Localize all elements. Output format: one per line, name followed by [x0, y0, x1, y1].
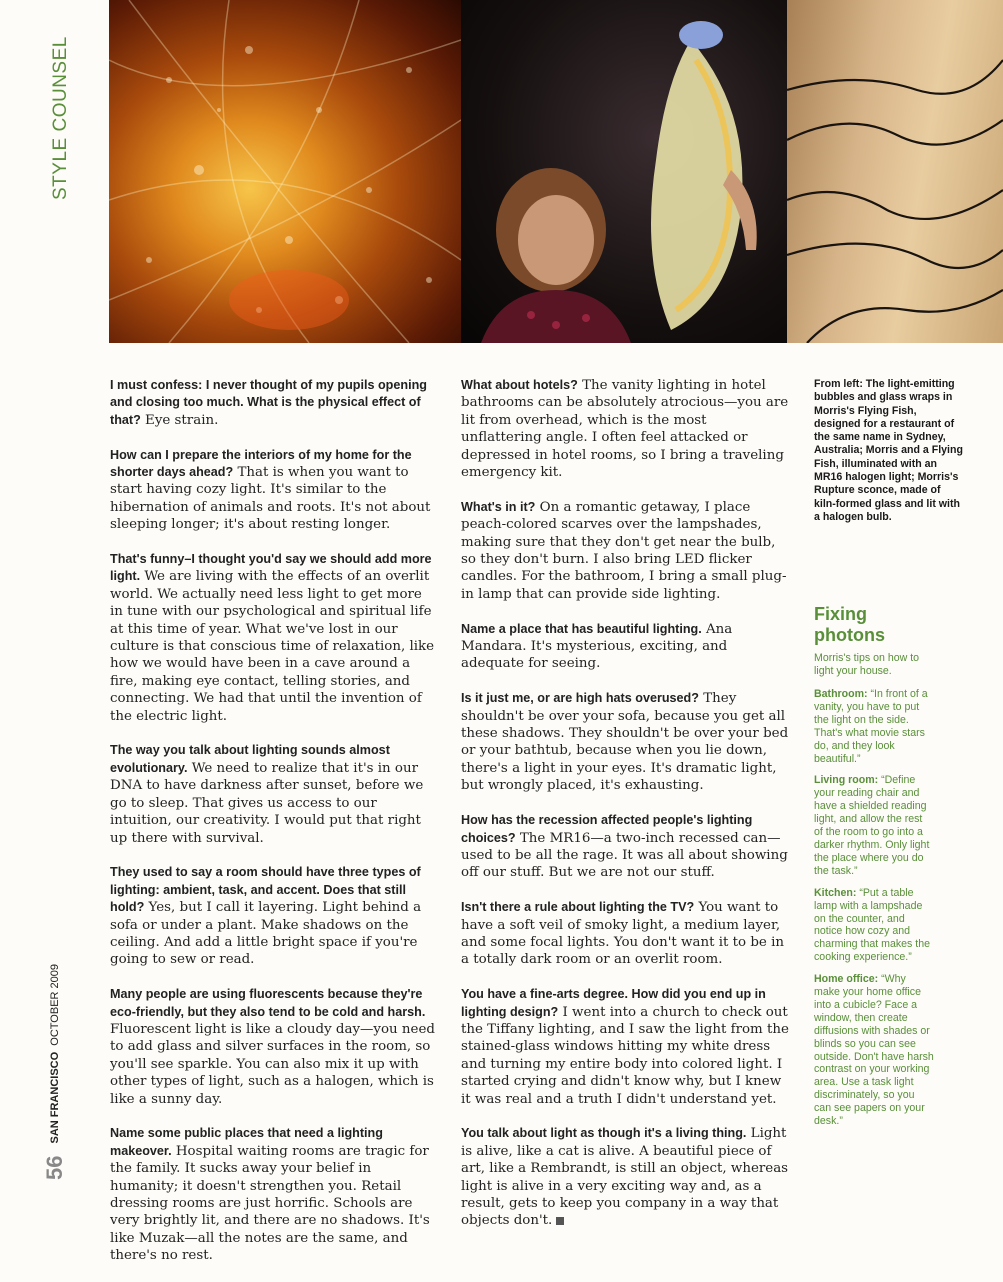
answer: The vanity lighting in hotel bathrooms can be absolutely atrocious—you are lit from overhead, which is the most unflattering angle. I often feel attacked or depressed in hotel rooms, so I bring a traveling emergency kit. — [461, 378, 789, 481]
end-mark — [556, 1217, 564, 1225]
sidebar-title: Fixing photons — [814, 604, 885, 645]
tip-text: “Define your reading chair and have a shielded reading light, and allow the rest of the room to go into a darker rhythm. Only light the place where you do the task.” — [814, 774, 930, 877]
issue-date: OCTOBER 2009 — [48, 963, 61, 1046]
section-tag — [42, 30, 82, 200]
photo-rupture-sconce — [787, 0, 1003, 343]
folio — [42, 963, 84, 1180]
answer: Yes, but I call it layering. Light behind a sofa or under a plant. Make shadows on the ceiling. And add a little bright space if you're going to sew or read. — [110, 900, 422, 968]
folio-line — [42, 964, 68, 1180]
qa-12 — [461, 812, 789, 882]
answer: Ana Mandara. It's mysterious, exciting, and adequate for seeing. — [461, 621, 733, 672]
answer: They shouldn't be over your sofa, because you get all these shadows. They shouldn't be over your bed or your bathtub, because when you lie down, there's a light in your eyes. It's dramatic light, but wrongly placed, it's exhausting. — [461, 691, 789, 794]
answer: We are living with the effects of an overlit world. We actually need less light to get more in tune with our psychological and spiritual life at this time of year. What we've lost in our culture is that conscious time of relaxation, like how we would have been in a cave around a fire, making eye contact, telling stories, and connecting. We had that until the invention of the electric light. — [110, 569, 435, 724]
qa-4 — [110, 742, 436, 846]
question: I must confess: I never thought of my pupils opening and closing too much. What is the physical effect of that? — [110, 378, 427, 427]
qa-2 — [110, 447, 436, 534]
photo-bubble-glass — [109, 0, 461, 343]
tip-living-room — [814, 774, 934, 877]
answer: That is when you want to start having cozy light. It's similar to the hibernation of animals and roots. It's not about sleeping longer; it's about resting longer. — [110, 465, 431, 533]
question: What's in it? — [461, 499, 536, 514]
answer: The MR16—a two-inch recessed can—used to be all the rage. It was all about showing off our stuff. But we are not our stuff. — [461, 830, 788, 881]
tip-label: Kitchen: — [814, 886, 857, 899]
answer: Fluorescent light is like a cloudy day—you need to add glass and silver surfaces in the room, so you'll see sparkle. You can also mix it up with other types of light, such as a halogen, which is like a sunny day. — [110, 1021, 435, 1107]
tip-text: “Why make your home office into a cubicle? Face a window, then create diffusions with shades or blinds so you can see outside. Don't have harsh contrast on your working area. Use a task light discriminately, so you can see papers on your desk.” — [814, 973, 934, 1128]
qa-3 — [110, 551, 436, 725]
qa-11 — [461, 690, 789, 794]
tip-text: “In front of a vanity, you have to put the light on the side. That's what movie stars do, and they look beautiful.” — [814, 688, 928, 765]
question: What about hotels? — [461, 378, 578, 392]
photo-caption: From left: The light-emitting bubbles and glass wraps in Morris's Flying Fish, designed for a restaurant of the same name in Sydney, Australia; Morris and a Flying Fish, illuminated with an MR16 halogen light; Morris's Rupture sconce, made of kiln-formed glass and lit with a halogen bulb. — [814, 378, 963, 523]
tip-kitchen — [814, 887, 934, 964]
qa-6 — [110, 986, 436, 1108]
qa-10 — [461, 621, 789, 673]
question: They used to say a room should have three types of lighting: ambient, task, and accent. Does that still hold? — [110, 865, 421, 915]
answer: I went into a church to check out the Tiffany lighting, and I saw the light from the stained-glass windows hitting my white dress and turning my entire body into colored light. I started crying and didn't know why, but I knew it was real and a truth I didn't understand yet. — [461, 1004, 789, 1107]
tip-text: “Put a table lamp with a lampshade on the counter, and notice how cozy and charming that makes the cooking experience.” — [814, 886, 930, 964]
magazine-name: SAN FRANCISCO — [48, 1051, 61, 1144]
photo-strip — [109, 0, 1003, 343]
sidebar-fixing-photons — [814, 604, 934, 1137]
question: How has the recession affected people's lighting choices? — [461, 813, 753, 845]
question: Name a place that has beautiful lighting. — [461, 621, 702, 636]
question: How can I prepare the interiors of my home for the shorter days ahead? — [110, 447, 412, 480]
interview-column-2 — [461, 377, 789, 1247]
question: You have a fine-arts degree. How did you end up in lighting design? — [461, 987, 766, 1019]
question: Name some public places that need a lighting makeover. — [110, 1126, 383, 1158]
question: The way you talk about lighting sounds almost evolutionary. — [110, 743, 390, 775]
section-tag-label: STYLE COUNSEL — [50, 36, 71, 200]
question: That's funny–I thought you'd say we should add more light. — [110, 552, 432, 584]
interview-column-1 — [110, 377, 436, 1282]
answer: Eye strain. — [140, 412, 219, 428]
question: Is it just me, or are high hats overused? — [461, 691, 699, 706]
question: Many people are using fluorescents because they're eco-friendly, but they also tend to be cold and harsh. — [110, 987, 426, 1019]
qa-14 — [461, 986, 789, 1108]
question: You talk about light as though it's a living thing. — [461, 1126, 747, 1141]
qa-1 — [110, 377, 436, 429]
qa-15 — [461, 1125, 789, 1229]
answer: You want to have a soft veil of smoky light, a medium layer, and some focal lights. You don't want it to be in a totally dark room or an overlit room. — [461, 900, 784, 968]
tip-bathroom — [814, 688, 934, 765]
tip-label: Home office: — [814, 973, 879, 986]
answer: Light is alive, like a cat is alive. A beautiful piece of art, like a Rembrandt, is still an object, whereas light is alive in a very exciting way and, as a result, gets to keep you company in a way that objects don't. — [461, 1126, 789, 1229]
tip-label: Living room: — [814, 774, 879, 787]
question: Isn't there a rule about lighting the TV? — [461, 900, 695, 915]
answer: We need to realize that it's in our DNA to have darkness after sunset, before we go to sleep. That gives us access to our intuition, our creativity. I would put that right up there with survival. — [110, 760, 424, 846]
sidebar-intro: Morris's tips on how to light your house. — [814, 652, 920, 677]
answer: On a romantic getaway, I place peach-colored scarves over the lampshades, making sure that they don't get near the bulb, so they don't burn. I also bring LED flicker candles. For the bathroom, I bring a small plug-in lamp that can provide side lighting. — [461, 499, 787, 602]
qa-8 — [461, 377, 789, 481]
qa-13 — [461, 899, 789, 969]
page-number: 56 — [42, 1155, 67, 1180]
tip-home-office — [814, 973, 934, 1128]
photo-woman-with-lamp — [461, 0, 787, 343]
qa-7 — [110, 1125, 436, 1264]
qa-5 — [110, 864, 436, 968]
qa-9 — [461, 499, 789, 603]
tip-label: Bathroom: — [814, 688, 868, 700]
answer: Hospital waiting rooms are tragic for the family. It sucks away your belief in humanity; it doesn't strengthen you. Retail dressing rooms are just horrific. Schools are very brightly lit, and there are no shadows. It's like Muzak—all the notes are the same, and there's no rest. — [110, 1143, 430, 1264]
